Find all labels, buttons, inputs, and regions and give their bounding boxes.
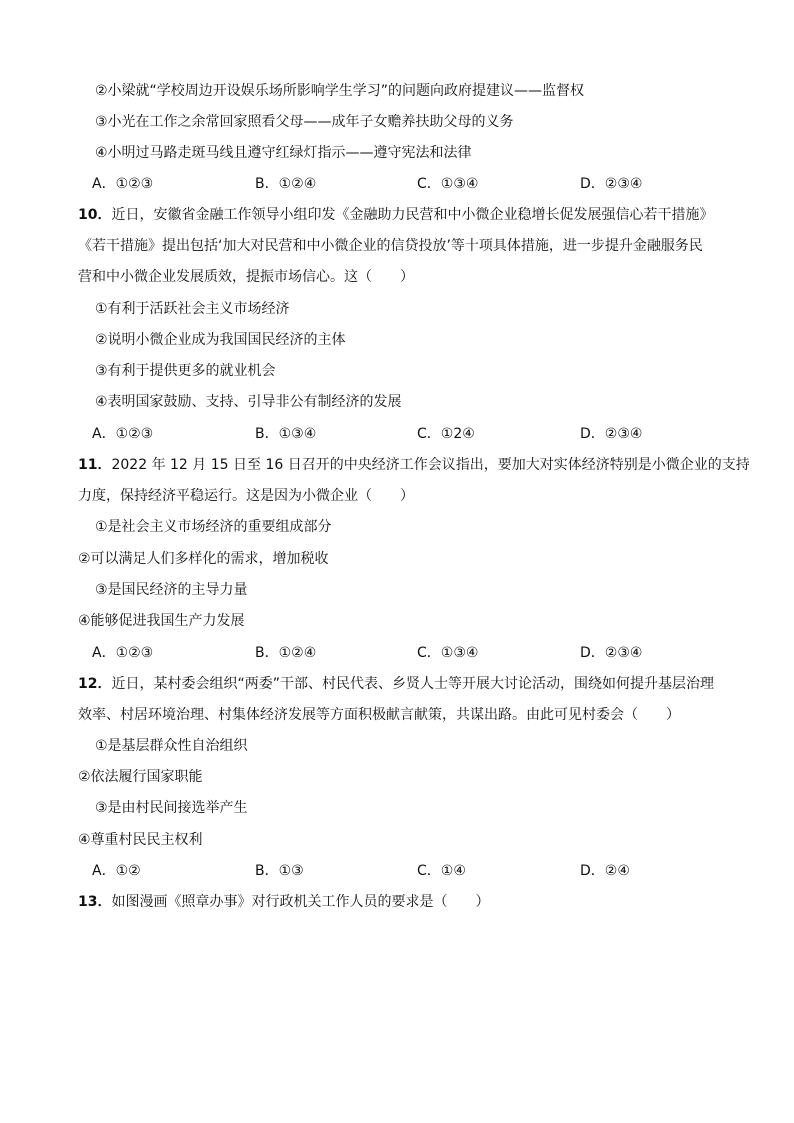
q12-stem-text-1: 近日，某村委会组织“两委”干部、村民代表、乡贤人士等开展大讨论活动，围绕如何提升基层治理 <box>111 676 714 692</box>
q10-stem-line-2: 《若干措施》提出包括‘加大对民营和中小微企业的信贷投放’等十项具体措施，进一步提升金融服务民 <box>78 238 703 254</box>
q13-stem-text-1: 如图漫画《照章办事》对行政机关工作人员的要求是（ ） <box>111 894 490 910</box>
q9-choice-b[interactable]: B．①②④ <box>255 176 317 192</box>
q9-choice-c[interactable]: C．①③④ <box>417 176 479 192</box>
q9-choice-d[interactable]: D．②③④ <box>580 176 643 192</box>
q12-choices <box>92 861 712 881</box>
q10-choice-d[interactable]: D．②③④ <box>580 426 643 442</box>
q12-stem-line-2: 效率、村居环境治理、村集体经济发展等方面积极献言献策，共谋出路。由此可见村委会（ ） <box>78 707 680 723</box>
q12-stem-line-1 <box>78 674 714 694</box>
q11-stem-line-2: 力度，保持经济平稳运行。这是因为小微企业（ ） <box>78 488 414 504</box>
q10-option-4: ④表明国家鼓励、支持、引导非公有制经济的发展 <box>95 394 402 410</box>
q10-stem-line-3: 营和中小微企业发展质效，提振市场信心。这（ ） <box>78 269 414 285</box>
q9-option-3: ③小光在工作之余常回家照看父母——成年子女赡养扶助父母的义务 <box>95 114 514 130</box>
q12-option-2: ②依法履行国家职能 <box>78 769 203 785</box>
q12-option-4: ④尊重村民民主权利 <box>78 832 203 848</box>
q11-option-4: ④能够促进我国生产力发展 <box>78 613 245 629</box>
q12-option-3: ③是由村民间接选举产生 <box>95 800 248 816</box>
q12-number: 12． <box>78 676 112 692</box>
q10-choice-b[interactable]: B．①③④ <box>255 426 317 442</box>
q10-choice-a[interactable]: A．①②③ <box>92 426 154 442</box>
q11-option-1: ①是社会主义市场经济的重要组成部分 <box>95 519 332 535</box>
q12-choice-c[interactable]: C．①④ <box>417 863 466 879</box>
q11-choices <box>92 643 712 663</box>
q10-number: 10． <box>78 207 112 223</box>
q10-choices <box>92 424 712 444</box>
q11-option-3: ③是国民经济的主导力量 <box>95 582 248 598</box>
q10-stem-line-1 <box>78 205 713 225</box>
q12-option-1: ①是基层群众性自治组织 <box>95 738 248 754</box>
q13-stem-line-1 <box>78 892 489 912</box>
q11-choice-d[interactable]: D．②③④ <box>580 645 643 661</box>
q11-stem-text-1: 2022 年 12 月 15 日至 16 日召开的中央经济工作会议指出，要加大对实体经济特别是小微企业的支持 <box>111 457 750 473</box>
q10-option-3: ③有利于提供更多的就业机会 <box>95 363 276 379</box>
q12-choice-d[interactable]: D．②④ <box>580 863 630 879</box>
q11-number: 11． <box>78 457 112 473</box>
q9-choice-a[interactable]: A．①②③ <box>92 176 154 192</box>
q13-number: 13． <box>78 894 112 910</box>
q11-choice-c[interactable]: C．①③④ <box>417 645 479 661</box>
q11-choice-b[interactable]: B．①②④ <box>255 645 317 661</box>
q10-option-2: ②说明小微企业成为我国国民经济的主体 <box>95 332 346 348</box>
q12-choice-b[interactable]: B．①③ <box>255 863 304 879</box>
q9-option-2: ②小梁就“学校周边开设娱乐场所影响学生学习”的问题向政府提建议——监督权 <box>95 83 585 99</box>
q10-choice-c[interactable]: C．①2④ <box>417 426 475 442</box>
q11-choice-a[interactable]: A．①②③ <box>92 645 154 661</box>
q10-stem-text-1: 近日，安徽省金融工作领导小组印发《金融助力民营和中小微企业稳增长促发展强信心若干措施》 <box>111 207 714 223</box>
q11-option-2: ②可以满足人们多样化的需求，增加税收 <box>78 551 329 567</box>
q10-option-1: ①有利于活跃社会主义市场经济 <box>95 301 290 317</box>
q9-option-4: ④小明过马路走斑马线且遵守红绿灯指示——遵守宪法和法律 <box>95 145 472 161</box>
q12-choice-a[interactable]: A．①② <box>92 863 141 879</box>
q11-stem-line-1 <box>78 455 750 475</box>
q9-choices <box>92 174 712 194</box>
